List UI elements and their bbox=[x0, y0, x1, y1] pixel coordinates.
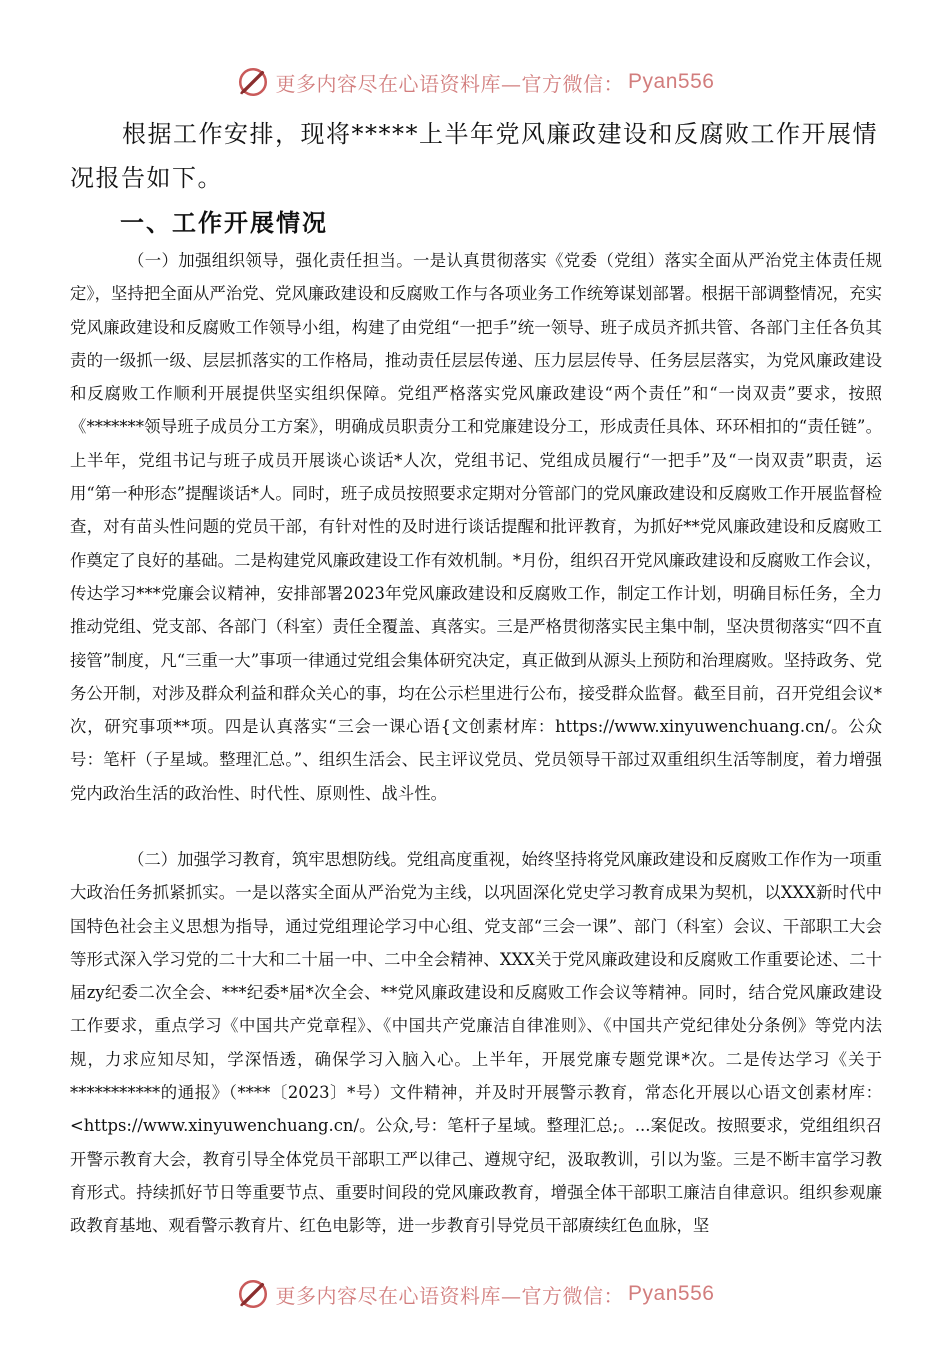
banner-wechat-id: Pyan556 bbox=[628, 70, 715, 93]
banner-wechat-id: Pyan556 bbox=[628, 1282, 715, 1305]
brush-logo-icon bbox=[236, 1277, 270, 1311]
body-paragraph-1: （一）加强组织领导，强化责任担当。一是认真贯彻落实《党委（党组）落实全面从严治党主体责任规定》，坚持把全面从严治党、党风廉政建设和反腐败工作与各项业务工作统筹谋划部署。根据干部调整情况，充实党风廉政建设和反腐败工作领导小组，构建了由党组“一把手”统一领导、班子成员齐抓共管、各部门主任各负其责的一级抓一级、层层抓落实的工作格局，推动责任层层传递、压力层层传导、任务层层落实，为党风廉政建设和反腐败工作顺利开展提供坚实组织保障。党组严格落实党风廉政建设“两个责任”和“一岗双责”要求，按照《*******领导班子成员分工方案》，明确成员职责分工和党廉建设分工，形成责任具体、环环相扣的“责任链”。上半年，党组书记与班子成员开展谈心谈话*人次，党组书记、党组成员履行“一把手”及“一岗双责”职责，运用“第一种形态”提醒谈话*人。同时，班子成员按照要求定期对分管部门的党风廉政建设和反腐败工作开展监督检查，对有苗头性问题的党员干部，有针对性的及时进行谈话提醒和批评教育，为抓好**党风廉政建设和反腐败工作奠定了良好的基础。二是构建党风廉政建设工作有效机制。*月份，组织召开党风廉政建设和反腐败工作会议，传达学习***党廉会议精神，安排部署2023年党风廉政建设和反腐败工作，制定工作计划，明确目标任务，全力推动党组、党支部、各部门（科室）责任全覆盖、真落实。三是严格贯彻落实民主集中制，坚决贯彻落实“四不直接管”制度，凡“三重一大”事项一律通过党组会集体研究决定，真正做到从源头上预防和治理腐败。坚持政务、党务公开制，对涉及群众利益和群众关心的事，均在公示栏里进行公布，接受群众监督。截至目前，召开党组会议*次，研究事项**项。四是认真落实“三会一课心语{文创素材库：https://www.xinyuwenchuang.cn/。公众号：笔杆（子星域。整理汇总。”、组织生活会、民主评议党员、党员领导干部过双重组织生活等制度，着力增强党内政治生活的政治性、时代性、原则性、战斗性。 bbox=[70, 251, 882, 803]
watermark-banner-bottom bbox=[0, 1274, 950, 1314]
watermark-banner-top bbox=[0, 62, 950, 102]
intro-paragraph: 根据工作安排，现将*****上半年党风廉政建设和反腐败工作开展情况报告如下。 bbox=[70, 120, 878, 192]
banner-text: 更多内容尽在心语资料库—官方微信： bbox=[275, 1283, 625, 1308]
section-heading: 一、工作开展情况 bbox=[120, 208, 328, 237]
banner-text: 更多内容尽在心语资料库—官方微信： bbox=[275, 71, 625, 96]
brush-logo-icon bbox=[236, 65, 270, 99]
body-paragraph-2: （二）加强学习教育，筑牢思想防线。党组高度重视，始终坚持将党风廉政建设和反腐败工作作为一项重大政治任务抓紧抓实。一是以落实全面从严治党为主线，以巩固深化党史学习教育成果为契机，以XXX新时代中国特色社会主义思想为指导，通过党组理论学习中心组、党支部“三会一课”、部门（科室）会议、干部职工大会等形式深入学习党的二十大和二十届一中、二中全会精神、XXX关于党风廉政建设和反腐败工作重要论述、二十届zy纪委二次全会、***纪委*届*次全会、**党风廉政建设和反腐败工作会议等精神。同时，结合党风廉政建设工作要求，重点学习《中国共产党章程》、《中国共产党廉洁自律准则》、《中国共产党纪律处分条例》等党内法规，力求应知尽知，学深悟透，确保学习入脑入心。上半年，开展党廉专题党课*次。二是传达学习《关于***********的通报》（****〔2023〕*号）文件精神，并及时开展警示教育，常态化开展以心语文创素材库：<https://www.xinyuwenchuang.cn/。公众,号：笔杆子星域。整理汇总;。...案促改。按照要求，党组组织召开警示教育大会，教育引导全体党员干部职工严以律己、遵规守纪，汲取教训，引以为鉴。三是不断丰富学习教育形式。持续抓好节日等重要节点、重要时间段的党风廉政教育，增强全体干部职工廉洁自律意识。组织参观廉政教育基地、观看警示教育片、红色电影等，进一步教育引导党员干部赓续红色血脉，坚 bbox=[70, 850, 882, 1236]
